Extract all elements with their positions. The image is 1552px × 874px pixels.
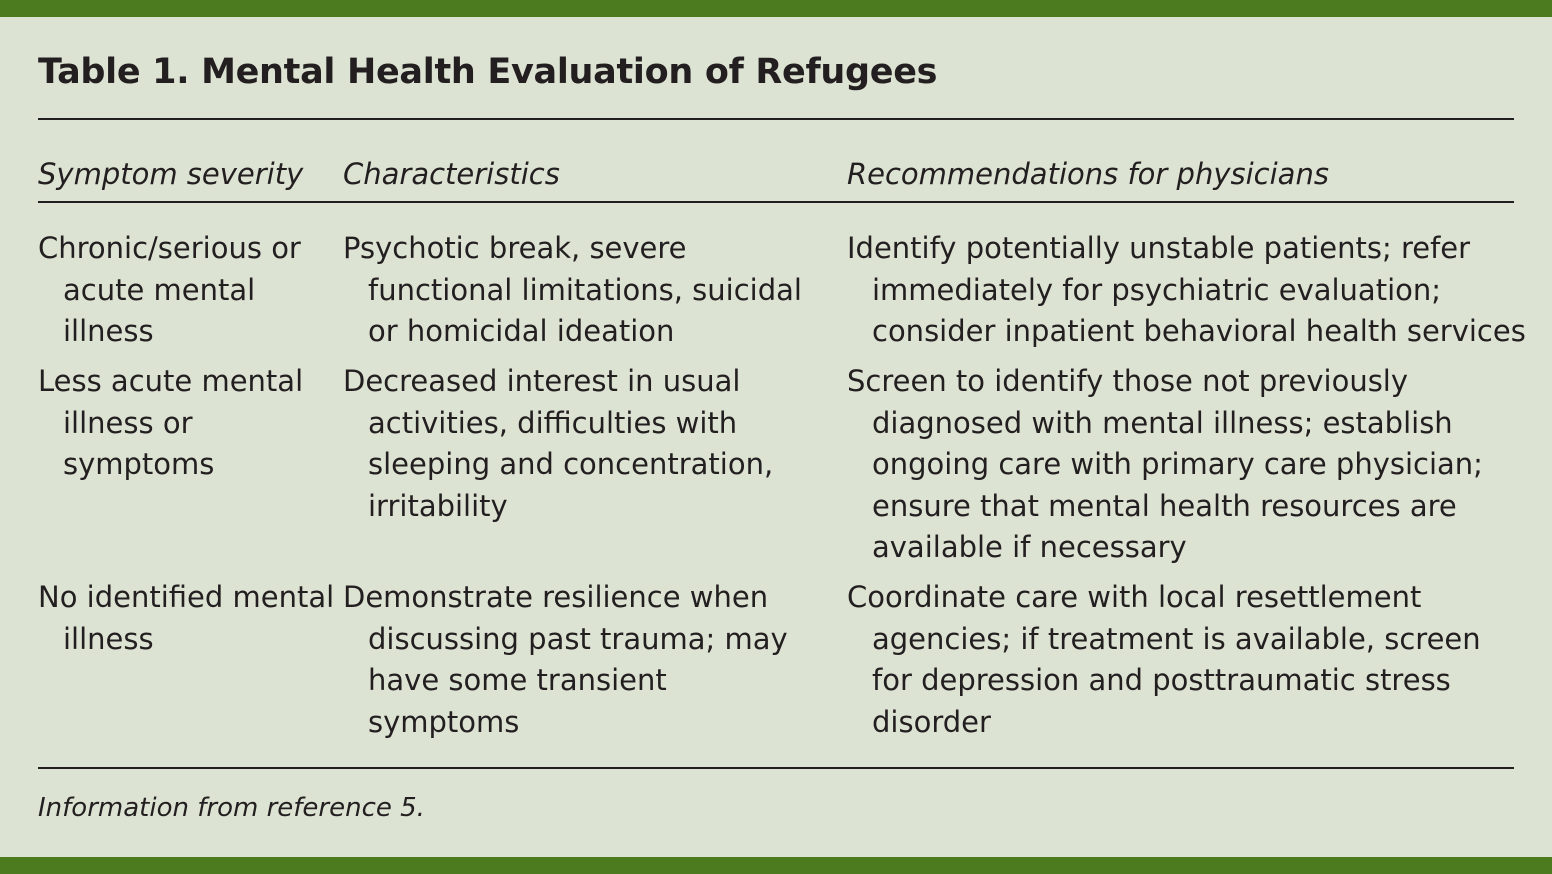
header-characteristics: Characteristics <box>343 157 560 191</box>
cell-severity-none: No identified mental illness <box>38 580 335 656</box>
header-recommendations: Recommendations for physicians <box>847 157 1329 191</box>
cell-recommendations-chronic: Identify potentially unstable patients; refer immediately for psychiatric evaluation; consider inpatient behavioral health services <box>847 231 1526 349</box>
cell-characteristics-less-acute: Decreased interest in usual activities, difficulties with sleeping and concentration, irritability <box>343 364 774 523</box>
header-rule <box>38 201 1514 203</box>
cell-characteristics-chronic: Psychotic break, severe functional limitations, suicidal or homicidal ideation <box>343 231 802 349</box>
footer-rule <box>38 767 1514 769</box>
cell-recommendations-less-acute: Screen to identify those not previously diagnosed with mental illness; establish ongoing care with primary care physician; ensure that mental health resources are available if necessary <box>847 364 1483 565</box>
bottom-accent-bar <box>0 857 1552 874</box>
table-title: Table 1. Mental Health Evaluation of Refugees <box>38 52 938 92</box>
top-accent-bar <box>0 0 1552 17</box>
header-symptom-severity: Symptom severity <box>38 157 304 191</box>
title-rule <box>38 118 1514 120</box>
source-note: Information from reference 5. <box>38 793 425 823</box>
cell-characteristics-none: Demonstrate resilience when discussing past trauma; may have some transient symptoms <box>343 580 788 739</box>
cell-severity-less-acute: Less acute mental illness or symptoms <box>38 364 304 482</box>
cell-recommendations-none: Coordinate care with local resettlement agencies; if treatment is available, screen for depression and posttraumatic stress disorder <box>847 580 1481 739</box>
cell-severity-chronic: Chronic/serious or acute mental illness <box>38 231 301 349</box>
